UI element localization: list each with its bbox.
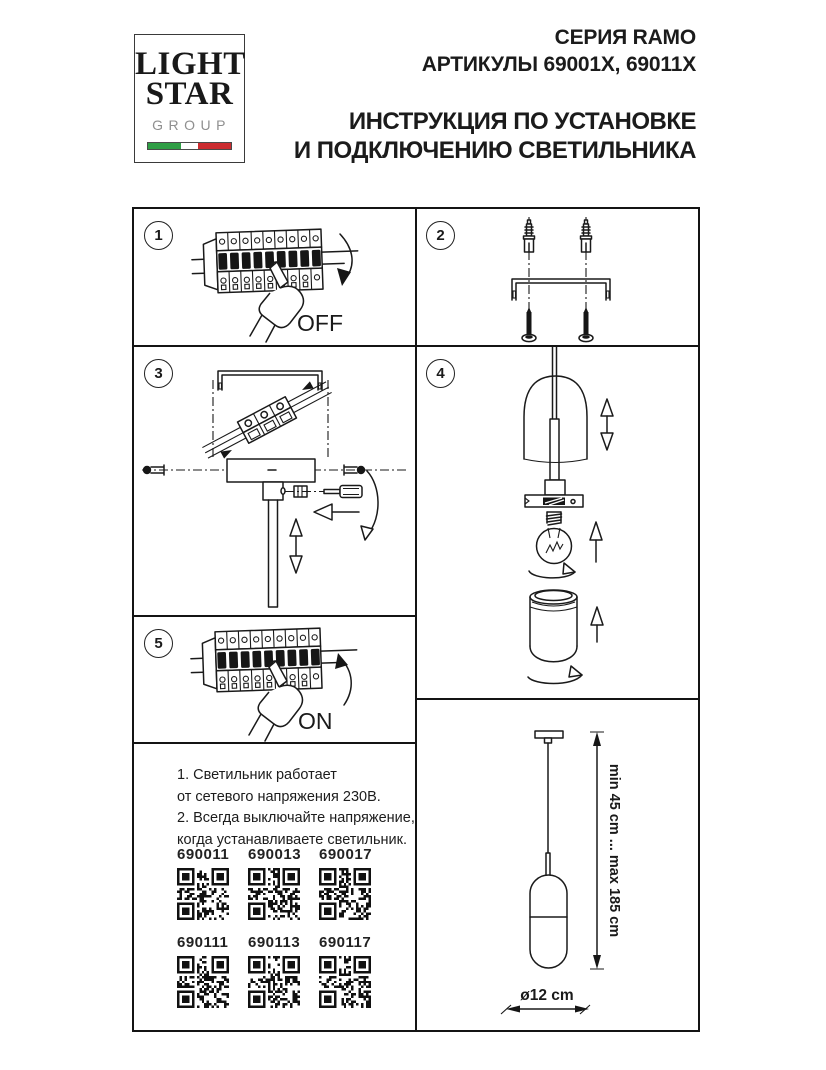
step-4-badge: 4 bbox=[426, 359, 455, 388]
diameter-label: ø12 cm bbox=[520, 987, 574, 1004]
flag-green-stripe bbox=[148, 143, 181, 149]
step-2-badge: 2 bbox=[426, 221, 455, 250]
qr-code bbox=[319, 956, 371, 1008]
note-line: 2. Всегда выключайте напряжение, bbox=[177, 810, 415, 826]
step-1-panel bbox=[134, 209, 416, 347]
qr-code bbox=[177, 868, 229, 920]
article-item bbox=[177, 846, 248, 920]
wiring-canopy-illustration bbox=[134, 347, 416, 617]
logo-word-light: LIGHT bbox=[135, 46, 246, 82]
wall-anchor-left bbox=[524, 220, 535, 252]
rotate-arrow-icon bbox=[528, 666, 582, 684]
step-3-badge: 3 bbox=[144, 359, 173, 388]
notes-panel bbox=[134, 744, 416, 1030]
mounting-hardware-illustration bbox=[416, 209, 698, 347]
light-bulb bbox=[537, 512, 572, 564]
logo-word-group: GROUP bbox=[152, 116, 231, 133]
qr-code bbox=[177, 956, 229, 1008]
article-item bbox=[177, 934, 248, 1008]
cord-grip bbox=[263, 482, 285, 500]
canopy-plate bbox=[227, 459, 315, 482]
wall-anchor-right bbox=[581, 220, 592, 252]
flag-white-stripe bbox=[181, 143, 198, 149]
screw-right bbox=[579, 307, 593, 342]
screw-left bbox=[522, 307, 536, 342]
pendant-dimensions-illustration bbox=[416, 700, 698, 1030]
series-title: СЕРИЯ RAMO bbox=[554, 26, 696, 49]
flag-red-stripe bbox=[198, 143, 231, 149]
article-code: 690111 bbox=[177, 934, 229, 951]
height-range-label: min 45 cm ... max 185 cm bbox=[606, 763, 622, 938]
lamp-assembly-illustration bbox=[416, 347, 698, 700]
insert-up-arrow-icon bbox=[590, 522, 602, 562]
article-item bbox=[319, 846, 391, 920]
rotate-arrow-icon bbox=[361, 471, 378, 540]
lightstar-logo bbox=[134, 34, 245, 163]
cylinder-shade bbox=[530, 590, 577, 662]
breaker-on-illustration bbox=[134, 617, 416, 744]
step-3-panel bbox=[134, 347, 416, 617]
pendant-lamp bbox=[530, 731, 567, 968]
article-code: 690013 bbox=[248, 846, 302, 863]
diameter-dimension-arrow-icon bbox=[501, 1005, 590, 1014]
qr-code bbox=[248, 956, 300, 1008]
screwdriver bbox=[324, 486, 362, 498]
arrow-down-icon bbox=[337, 234, 352, 286]
article-code: 690017 bbox=[319, 846, 373, 863]
dimensions-panel bbox=[416, 700, 698, 1030]
header-titles bbox=[294, 24, 696, 165]
step-5-panel bbox=[134, 617, 416, 744]
off-label: OFF bbox=[297, 310, 343, 336]
steps-grid bbox=[132, 207, 700, 1032]
instruction-title-line2: И ПОДКЛЮЧЕНИЮ СВЕТИЛЬНИКА bbox=[293, 137, 696, 164]
rod-sleeve bbox=[550, 419, 559, 480]
note-line: 1. Светильник работает bbox=[177, 767, 337, 783]
step-5-badge: 5 bbox=[144, 629, 173, 658]
up-down-arrow-icon bbox=[290, 519, 302, 573]
step-1-badge: 1 bbox=[144, 221, 173, 250]
articles-title: АРТИКУЛЫ 69001X, 69011X bbox=[421, 53, 696, 76]
italy-flag-icon bbox=[147, 142, 232, 150]
qr-code bbox=[248, 868, 300, 920]
slide-left-arrow-icon bbox=[314, 504, 359, 520]
safety-notes bbox=[177, 765, 415, 851]
article-item bbox=[248, 934, 319, 1008]
suspension-rod bbox=[553, 347, 557, 419]
article-code: 690011 bbox=[177, 846, 230, 863]
article-code: 690113 bbox=[248, 934, 301, 951]
up-down-arrow-icon bbox=[601, 399, 613, 450]
mounting-bracket bbox=[512, 279, 610, 300]
article-code: 690117 bbox=[319, 934, 372, 951]
breaker-off-illustration bbox=[134, 209, 416, 347]
suspension-rod bbox=[269, 500, 278, 607]
article-item bbox=[248, 846, 319, 920]
on-label: ON bbox=[298, 708, 333, 734]
insert-up-arrow-icon bbox=[591, 607, 603, 642]
note-line: от сетевого напряжения 230В. bbox=[177, 788, 381, 805]
arrow-up-icon bbox=[335, 653, 351, 705]
socket-holder bbox=[525, 480, 583, 507]
note-line: когда устанавливаете светильник. bbox=[177, 831, 408, 848]
instruction-title-line1: ИНСТРУКЦИЯ ПО УСТАНОВКЕ bbox=[348, 108, 696, 135]
step-4-panel bbox=[416, 347, 698, 700]
qr-code bbox=[319, 868, 371, 920]
logo-word-star: STAR bbox=[145, 76, 234, 113]
height-dimension-arrow-icon bbox=[590, 732, 604, 969]
rotate-arrow-icon bbox=[529, 563, 575, 578]
article-item bbox=[319, 934, 391, 1008]
step-2-panel bbox=[416, 209, 698, 347]
article-qr-grid bbox=[177, 846, 391, 1008]
